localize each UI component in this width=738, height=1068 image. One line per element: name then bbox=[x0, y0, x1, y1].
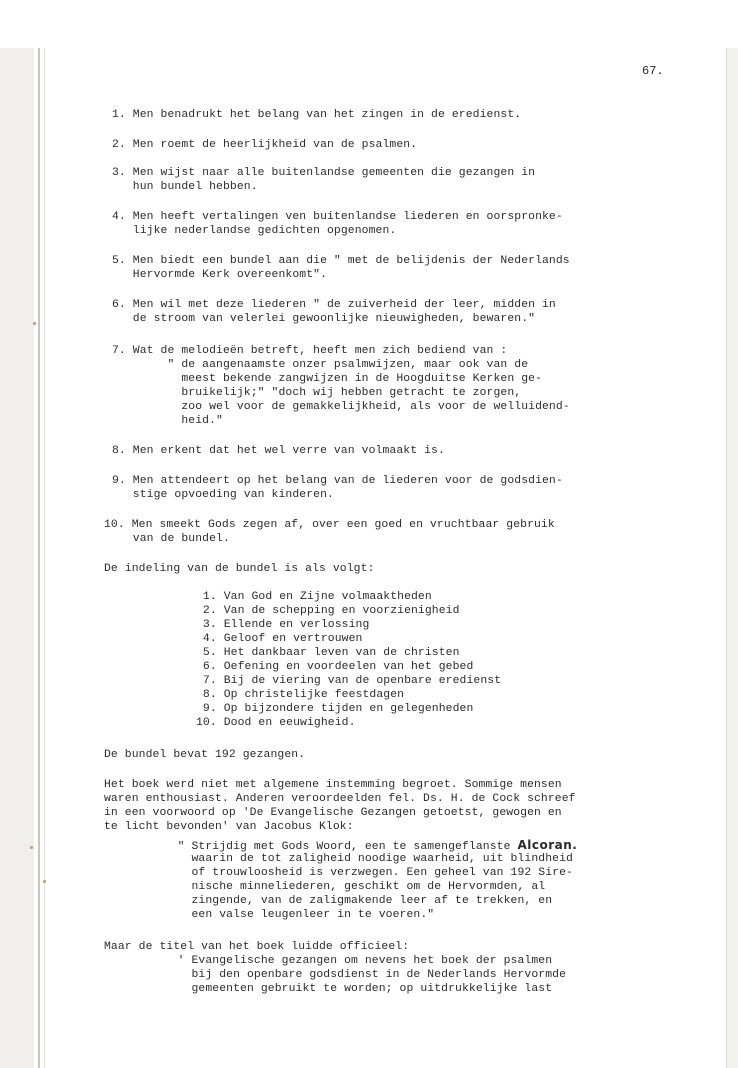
bundel-count: De bundel bevat 192 gezangen. bbox=[104, 749, 306, 761]
handwritten-word: Alcoran. bbox=[517, 838, 578, 852]
indeling-item: 4. Geloof en vertrouwen bbox=[196, 633, 363, 645]
indeling-intro: De indeling van de bundel is als volgt: bbox=[104, 563, 375, 575]
indeling-item: 7. Bij de viering van de openbare eredienst bbox=[196, 675, 502, 687]
item-line: Hervormde Kerk overeenkomt". bbox=[112, 269, 328, 281]
binding-line bbox=[38, 48, 40, 1068]
item-line: stige opvoeding van kinderen. bbox=[112, 489, 334, 501]
item-line: 4. Men heeft vertalingen ven buitenlandse liederen en oorspronke- bbox=[112, 211, 563, 223]
item-line: lijke nederlandse gedichten opgenomen. bbox=[112, 225, 397, 237]
indeling-item: 6. Oefening en voordeelen van het gebed bbox=[196, 661, 474, 673]
titel-line: gemeenten gebruikt te worden; op uitdrukkelijke last bbox=[136, 983, 553, 995]
item-line: bruikelijk;" "doch wij hebben getracht te zorgen, bbox=[112, 387, 522, 399]
item-line: van de bundel. bbox=[112, 533, 230, 545]
quote-line: zingende, van de zaligmakende leer af te trekken, en bbox=[136, 895, 553, 907]
next-page-edge bbox=[726, 48, 738, 1068]
indeling-item: 1. Van God en Zijne volmaaktheden bbox=[196, 591, 432, 603]
quote-line: waarin de tot zaligheid noodige waarheid, uit blindheid bbox=[136, 853, 573, 865]
item-line: meest bekende zangwijzen in de Hoogduitse Kerken ge- bbox=[112, 373, 543, 385]
item-line: heid." bbox=[112, 415, 223, 427]
titel-intro: Maar de titel van het boek luidde officieel: bbox=[104, 941, 410, 953]
item-line: 6. Men wil met deze liederen " de zuiverheid der leer, midden in bbox=[112, 299, 556, 311]
item-line: zoo wel voor de gemakkelijkheid, als voor de welluidend- bbox=[112, 401, 570, 413]
item-line: 7. Wat de melodieën betreft, heeft men zich bediend van : bbox=[112, 345, 508, 357]
item-line: 10. Men smeekt Gods zegen af, over een goed en vruchtbaar gebruik bbox=[104, 519, 555, 531]
indeling-item: 9. Op bijzondere tijden en gelegenheden bbox=[196, 703, 474, 715]
page-number: 67. bbox=[642, 64, 664, 78]
indeling-item: 3. Ellende en verlossing bbox=[196, 619, 370, 631]
paragraph-line: waren enthousiast. Anderen veroordeelden fel. Ds. H. de Cock schreef bbox=[104, 793, 576, 805]
paragraph-line: te licht bevonden' van Jacobus Klok: bbox=[104, 821, 354, 833]
quote-line: of trouwloosheid is verzwegen. Een geheel van 192 Sire- bbox=[136, 867, 573, 879]
item-line: 1. Men benadrukt het belang van het zingen in de eredienst. bbox=[112, 109, 522, 121]
item-line: 8. Men erkent dat het wel verre van volmaakt is. bbox=[112, 445, 445, 457]
item-line: hun bundel hebben. bbox=[112, 181, 258, 193]
quote-line: een valse leugenleer in te voeren." bbox=[136, 909, 435, 921]
item-line: 9. Men attendeert op het belang van de liederen voor de godsdien- bbox=[112, 475, 563, 487]
quote-first-text: " Strijdig met Gods Woord, een te samengeflanste bbox=[136, 841, 518, 853]
item-line: 2. Men roemt de heerlijkheid van de psalmen. bbox=[112, 139, 418, 151]
paragraph-line: Het boek werd niet met algemene instemming begroet. Sommige mensen bbox=[104, 779, 562, 791]
margin-mark bbox=[33, 322, 36, 325]
indeling-item: 8. Op christelijke feestdagen bbox=[196, 689, 405, 701]
item-line: " de aangenaamste onzer psalmwijzen, maar ook van de bbox=[112, 359, 529, 371]
item-line: de stroom van velerlei gewoonlijke nieuwigheden, bewaren." bbox=[112, 313, 536, 325]
binding-line-secondary bbox=[44, 48, 45, 1068]
paragraph-line: in een voorwoord op 'De Evangelische Gezangen getoetst, gewogen en bbox=[104, 807, 562, 819]
titel-line: ' Evangelische gezangen om nevens het boek der psalmen bbox=[136, 955, 553, 967]
margin-mark bbox=[30, 846, 33, 849]
quote-line: nische minneliederen, geschikt om de Hervormden, al bbox=[136, 881, 546, 893]
indeling-item: 10. Dood en eeuwigheid. bbox=[196, 717, 356, 729]
indeling-item: 5. Het dankbaar leven van de christen bbox=[196, 647, 460, 659]
item-line: 5. Men biedt een bundel aan die " met de belijdenis der Nederlands bbox=[112, 255, 570, 267]
previous-page-edge bbox=[0, 48, 34, 1068]
margin-mark bbox=[43, 880, 46, 883]
indeling-item: 2. Van de schepping en voorzienigheid bbox=[196, 605, 460, 617]
titel-line: bij den openbare godsdienst in de Nederlands Hervormde bbox=[136, 969, 567, 981]
item-line: 3. Men wijst naar alle buitenlandse gemeenten die gezangen in bbox=[112, 167, 536, 179]
